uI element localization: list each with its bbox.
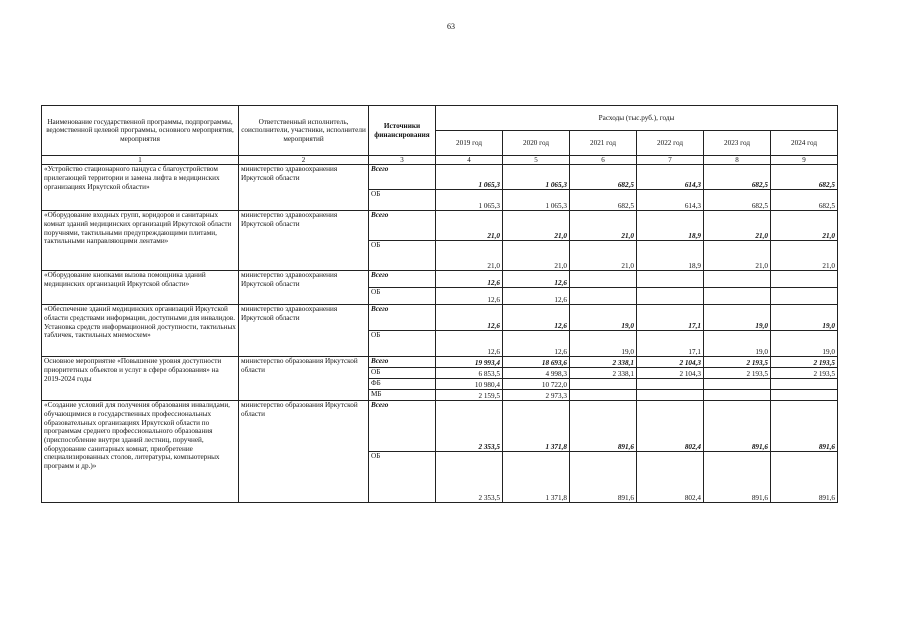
column-number: 2 <box>239 156 369 165</box>
responsible-executor: министерство здравоохранения Иркутской области <box>239 271 369 305</box>
expense-value <box>637 288 704 305</box>
expense-value: 12,6 <box>503 331 570 357</box>
expense-value: 802,4 <box>637 452 704 503</box>
expense-value: 12,6 <box>436 331 503 357</box>
expense-value: 19,0 <box>704 305 771 331</box>
expense-value: 18 693,6 <box>503 357 570 368</box>
expense-value: 21,0 <box>771 241 838 271</box>
expense-value: 891,6 <box>704 452 771 503</box>
budget-table <box>41 105 838 503</box>
expense-value: 10 980,4 <box>436 379 503 390</box>
expense-value: 21,0 <box>436 211 503 241</box>
expense-value <box>771 271 838 288</box>
expense-value: 6 853,5 <box>436 368 503 379</box>
expense-value: 682,5 <box>570 165 637 190</box>
expense-value: 2 338,1 <box>570 368 637 379</box>
expense-value: 10 722,0 <box>503 379 570 390</box>
expense-value: 1 065,3 <box>436 165 503 190</box>
expense-value: 12,6 <box>436 305 503 331</box>
expense-value: 2 338,1 <box>570 357 637 368</box>
expense-value: 2 193,5 <box>704 368 771 379</box>
expense-value: 21,0 <box>570 211 637 241</box>
table-row <box>42 271 838 288</box>
expense-value: 2 193,5 <box>771 368 838 379</box>
expense-value: 21,0 <box>503 211 570 241</box>
column-number: 9 <box>771 156 838 165</box>
funding-source: ОБ <box>369 368 436 379</box>
expense-value: 21,0 <box>570 241 637 271</box>
expense-value <box>704 288 771 305</box>
expense-value <box>570 288 637 305</box>
expense-value: 891,6 <box>771 401 838 452</box>
expense-value: 21,0 <box>436 241 503 271</box>
expense-value: 682,5 <box>570 190 637 211</box>
responsible-executor: министерство здравоохранения Иркутской области <box>239 305 369 357</box>
expense-value <box>570 390 637 401</box>
expense-value: 12,6 <box>436 288 503 305</box>
expense-value: 2 353,5 <box>436 401 503 452</box>
expense-value: 2 104,3 <box>637 357 704 368</box>
expense-value: 2 193,5 <box>771 357 838 368</box>
header-year: 2023 год <box>704 131 771 156</box>
header-name: Наименование государственной программы, подпрограммы, ведомственной целевой программы, основного мероприятия, мероприятия <box>42 106 239 156</box>
header-year: 2024 год <box>771 131 838 156</box>
column-number: 1 <box>42 156 239 165</box>
expense-value <box>570 271 637 288</box>
funding-source: ОБ <box>369 288 436 305</box>
expense-value: 1 065,3 <box>436 190 503 211</box>
activity-name: «Обеспечение зданий медицинских организаций Иркутской области средствами информации, доступными для инвалидов. Установка средств информационной доступности, тактильных табличек, тактильных мнемосхем» <box>42 305 239 357</box>
funding-source: ОБ <box>369 241 436 271</box>
column-number: 7 <box>637 156 704 165</box>
responsible-executor: министерство образования Иркутской области <box>239 401 369 503</box>
column-number: 6 <box>570 156 637 165</box>
column-numbers-row <box>42 156 838 165</box>
expense-value: 19,0 <box>570 331 637 357</box>
activity-name: «Оборудование кнопками вызова помощника зданий медицинских организаций Иркутской области» <box>42 271 239 305</box>
expense-value: 19,0 <box>771 305 838 331</box>
responsible-executor: министерство здравоохранения Иркутской области <box>239 165 369 211</box>
expense-value: 1 371,8 <box>503 452 570 503</box>
funding-source: ОБ <box>369 331 436 357</box>
funding-source: Всего <box>369 305 436 331</box>
funding-source: Всего <box>369 271 436 288</box>
header-expenses: Расходы (тыс.руб.), годы <box>436 106 838 131</box>
funding-source: ФБ <box>369 379 436 390</box>
expense-value: 682,5 <box>704 165 771 190</box>
table-row <box>42 165 838 190</box>
expense-value: 19 993,4 <box>436 357 503 368</box>
column-number: 8 <box>704 156 771 165</box>
expense-value: 21,0 <box>771 211 838 241</box>
activity-name: Основное мероприятие «Повышение уровня доступности приоритетных объектов и услуг в сфере образования» на 2019-2024 годы <box>42 357 239 401</box>
table-row <box>42 305 838 331</box>
expense-value: 891,6 <box>570 452 637 503</box>
expense-value: 21,0 <box>704 241 771 271</box>
expense-value <box>771 379 838 390</box>
expense-value <box>771 390 838 401</box>
header-year: 2020 год <box>503 131 570 156</box>
expense-value: 682,5 <box>704 190 771 211</box>
header-year: 2022 год <box>637 131 704 156</box>
expense-value: 21,0 <box>503 241 570 271</box>
expense-value <box>637 390 704 401</box>
expense-value: 891,6 <box>704 401 771 452</box>
expense-value: 891,6 <box>570 401 637 452</box>
header-source: Источники финансирования <box>369 106 436 156</box>
expense-value <box>704 390 771 401</box>
expense-value: 18,9 <box>637 241 704 271</box>
table-row <box>42 211 838 241</box>
funding-source: МБ <box>369 390 436 401</box>
expense-value <box>570 379 637 390</box>
responsible-executor: министерство образования Иркутской области <box>239 357 369 401</box>
expense-value: 614,3 <box>637 190 704 211</box>
expense-value: 19,0 <box>771 331 838 357</box>
expense-value: 12,6 <box>503 271 570 288</box>
table-row <box>42 401 838 452</box>
expense-value: 2 193,5 <box>704 357 771 368</box>
expense-value: 17,1 <box>637 331 704 357</box>
header-year: 2021 год <box>570 131 637 156</box>
header-executor: Ответственный исполнитель, соисполнители, участники, исполнители мероприятий <box>239 106 369 156</box>
expense-value: 19,0 <box>570 305 637 331</box>
expense-value: 1 065,3 <box>503 190 570 211</box>
funding-source: ОБ <box>369 190 436 211</box>
expense-value: 2 973,3 <box>503 390 570 401</box>
expense-value: 614,3 <box>637 165 704 190</box>
funding-source: Всего <box>369 401 436 452</box>
expense-value: 12,6 <box>503 288 570 305</box>
expense-value: 19,0 <box>704 331 771 357</box>
funding-source: ОБ <box>369 452 436 503</box>
table-row <box>42 357 838 368</box>
expense-value: 682,5 <box>771 165 838 190</box>
expense-value <box>637 271 704 288</box>
activity-name: «Создание условий для получения образования инвалидами, обучающимися в государственных профессиональных образовательных организациях Иркутской области по программам среднего профессионального образования (приспособление внутри зданий лестниц, поручней, оборудование санитарных комнат, приобретение специализированных столов, литературы, компьютерных программ и др.)» <box>42 401 239 503</box>
expense-value: 2 104,3 <box>637 368 704 379</box>
activity-name: «Оборудование входных групп, коридоров и санитарных комнат зданий медицинских организаций Иркутской области поручнями, тактильными предупреждающими плитами, тактильными направляющими лентами» <box>42 211 239 271</box>
page-number: 63 <box>447 22 455 31</box>
funding-source: Всего <box>369 211 436 241</box>
responsible-executor: министерство здравоохранения Иркутской области <box>239 211 369 271</box>
expense-value: 17,1 <box>637 305 704 331</box>
expense-value: 12,6 <box>503 305 570 331</box>
expense-value: 682,5 <box>771 190 838 211</box>
column-number: 3 <box>369 156 436 165</box>
expense-value <box>637 379 704 390</box>
expense-value: 2 353,5 <box>436 452 503 503</box>
expense-value: 12,6 <box>436 271 503 288</box>
column-number: 4 <box>436 156 503 165</box>
expense-value: 4 998,3 <box>503 368 570 379</box>
header-year: 2019 год <box>436 131 503 156</box>
expense-value <box>771 288 838 305</box>
expense-value: 18,9 <box>637 211 704 241</box>
activity-name: «Устройство стационарного пандуса с благоустройством прилегающей территории и замена лифта в медицинских организациях Иркутской области» <box>42 165 239 211</box>
expense-value <box>704 271 771 288</box>
expense-value: 21,0 <box>704 211 771 241</box>
funding-source: Всего <box>369 165 436 190</box>
expense-value: 1 065,3 <box>503 165 570 190</box>
expense-value: 1 371,8 <box>503 401 570 452</box>
funding-source: Всего <box>369 357 436 368</box>
expense-value <box>704 379 771 390</box>
expense-value: 802,4 <box>637 401 704 452</box>
expense-value: 2 159,5 <box>436 390 503 401</box>
column-number: 5 <box>503 156 570 165</box>
expense-value: 891,6 <box>771 452 838 503</box>
